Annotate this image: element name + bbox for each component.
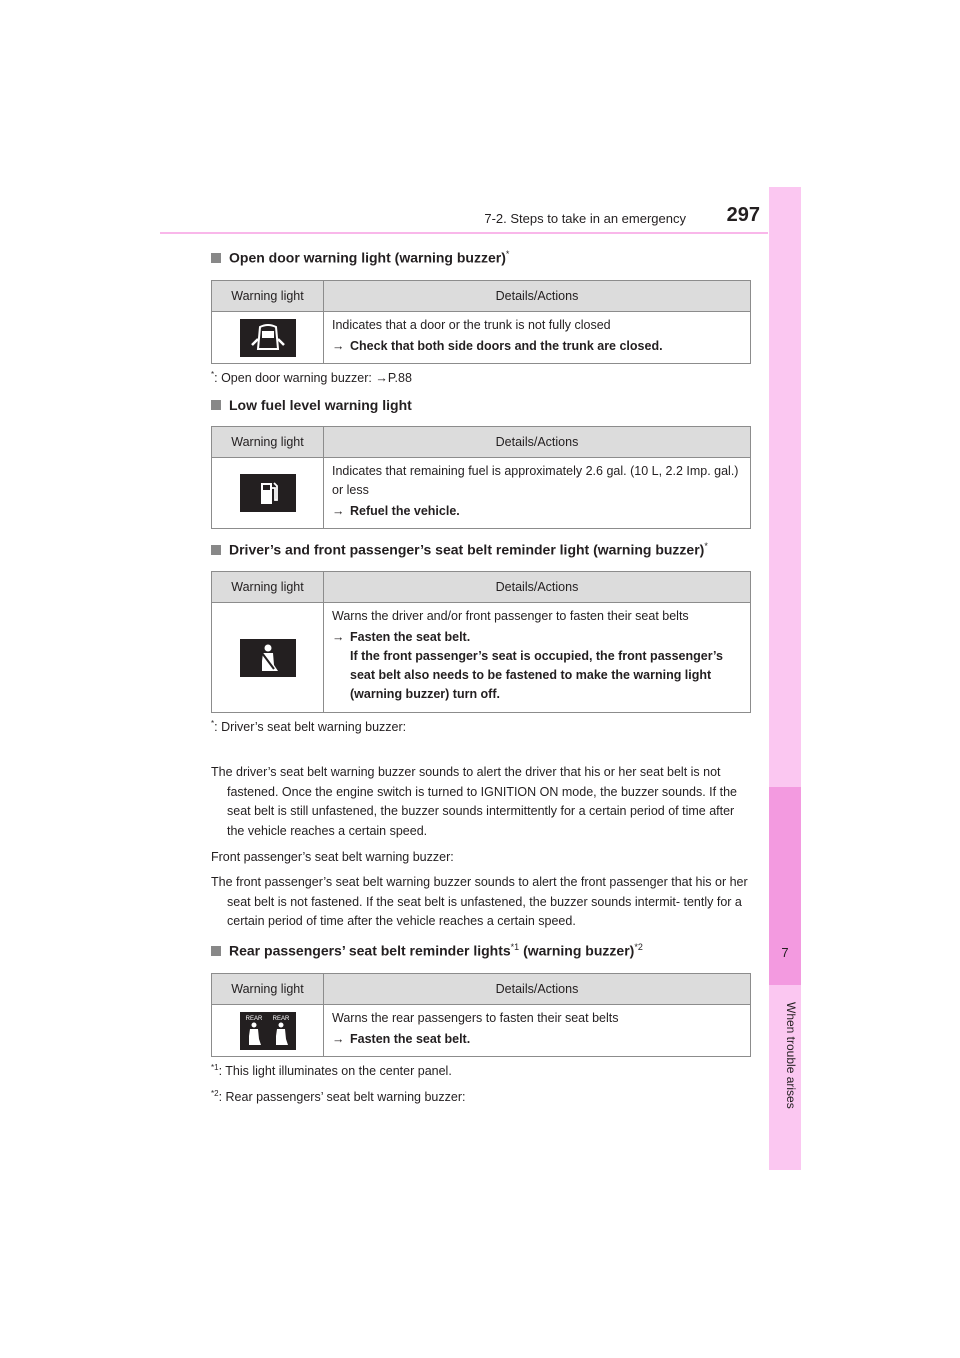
rear-seat-belt-table	[211, 973, 751, 1057]
col-details-actions: Details/Actions	[324, 974, 751, 1005]
details-text: Warns the rear passengers to fasten their seat belts	[332, 1011, 619, 1025]
seat-belt-footnote: *: Driver’s seat belt warning buzzer:	[211, 719, 407, 735]
square-bullet-icon	[211, 253, 221, 263]
col-warning-light: Warning light	[212, 974, 324, 1005]
col-details-actions: Details/Actions	[324, 427, 751, 458]
seat-belt-heading: Driver’s and front passenger’s seat belt reminder light (warning buzzer)*	[211, 541, 708, 558]
rear-seat-belt-heading: Rear passengers’ seat belt reminder lights$^{*1}$ (warning buzzer)$^{*2}$	[211, 942, 643, 959]
action-text: → Fasten the seat belt.	[332, 630, 471, 644]
icon-cell	[212, 603, 324, 713]
seat-belt-table	[211, 571, 751, 713]
passenger-buzzer-heading: Front passenger’s seat belt warning buzzer:	[211, 850, 454, 864]
open-door-warning-icon	[240, 319, 296, 357]
col-details-actions: Details/Actions	[324, 281, 751, 312]
open-door-footnote: *: Open door warning buzzer: →P.88	[211, 370, 412, 386]
chapter-tab	[769, 187, 801, 1170]
action-text: → Check that both side doors and the trunk are closed.	[332, 339, 663, 353]
details-text: Indicates that a door or the trunk is not fully closed	[332, 318, 611, 332]
low-fuel-heading: Low fuel level warning light	[211, 397, 412, 413]
header-rule	[160, 232, 768, 234]
action-text: → Refuel the vehicle.	[332, 504, 460, 518]
icon-cell	[212, 458, 324, 529]
square-bullet-icon	[211, 400, 221, 410]
open-door-table	[211, 280, 751, 364]
rear-seat-belt-icon	[240, 1012, 296, 1050]
action-note: If the front passenger’s seat is occupied, the front passenger’s seat belt also needs to be fastened to make the warning light (warning buzzer) turn off.	[350, 649, 724, 701]
col-warning-light: Warning light	[212, 427, 324, 458]
page-number: 297	[726, 204, 760, 226]
icon-cell	[212, 312, 324, 364]
passenger-buzzer-paragraph: The front passenger’s seat belt warning buzzer sounds to alert the front passenger that his or her seat belt is not fastened. If the seat belt is unfastened, the buzzer sounds intermit- tently for a certain period of time after the vehicle reaches a certain speed.	[211, 875, 748, 928]
square-bullet-icon	[211, 946, 221, 956]
chapter-number-tab	[769, 787, 801, 985]
col-details-actions: Details/Actions	[324, 572, 751, 603]
icon-cell	[212, 1005, 324, 1057]
page-header	[160, 200, 768, 234]
col-warning-light: Warning light	[212, 572, 324, 603]
rear-label-left: REAR	[245, 1015, 262, 1022]
seat-belt-icon	[240, 639, 296, 677]
open-door-heading: Open door warning light (warning buzzer)*	[211, 249, 509, 266]
rear-footnote-1: $^{*1}$: This light illuminates on the center panel.	[211, 1063, 452, 1079]
col-warning-light: Warning light	[212, 281, 324, 312]
rear-footnote-2: $^{*2}$: Rear passengers’ seat belt warning buzzer:	[211, 1089, 466, 1105]
details-text: Indicates that remaining fuel is approximately 2.6 gal. (10 L, 2.2 Imp. gal.) or less	[332, 464, 739, 497]
low-fuel-table	[211, 426, 751, 529]
fuel-pump-icon	[240, 474, 296, 512]
details-text: Warns the driver and/or front passenger to fasten their seat belts	[332, 609, 689, 623]
driver-buzzer-paragraph: The driver’s seat belt warning buzzer sounds to alert the driver that his or her seat belt is not fastened. Once the engine switch is turned to IGNITION ON mode, the buzzer sounds. If the seat belt is still unfastened, the buzzer sounds intermittently for a certain period of time after the vehicle reaches a certain speed.	[211, 765, 737, 838]
action-text: → Fasten the seat belt.	[332, 1032, 471, 1046]
chapter-title: When trouble arises	[784, 1002, 798, 1109]
section-title: 7-2. Steps to take in an emergency	[484, 211, 686, 226]
rear-label-right: REAR	[272, 1015, 289, 1022]
square-bullet-icon	[211, 545, 221, 555]
chapter-number: 7	[781, 945, 789, 960]
